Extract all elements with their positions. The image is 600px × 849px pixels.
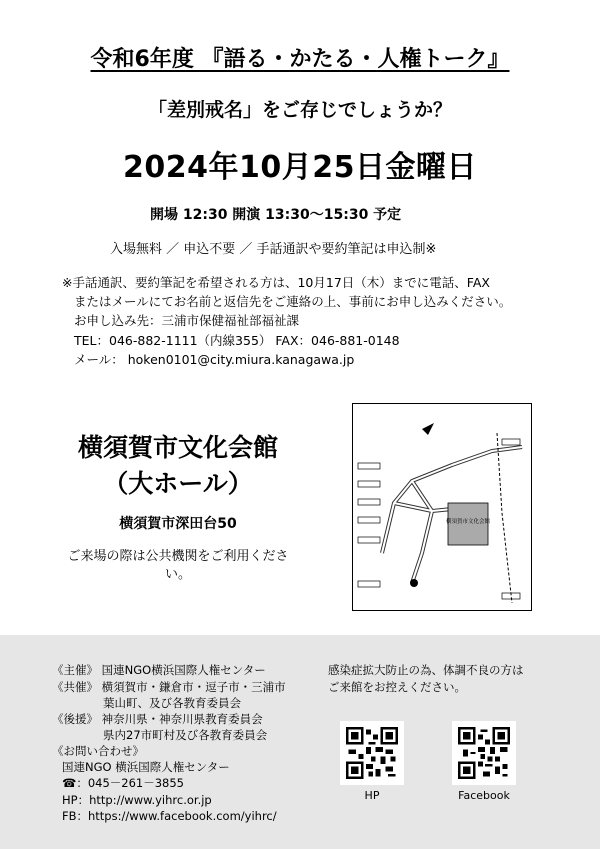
event-subtitle: 「差別戒名」をご存じでしょうか？ bbox=[147, 99, 452, 121]
note-line-3: お申し込み先：三浦市保健福祉部福祉課 bbox=[74, 313, 300, 328]
note-line-2: またはメールにてお名前と返信先をご連絡の上、事前にお申し込みください。 bbox=[74, 294, 512, 309]
hp-qr-label: HP bbox=[364, 789, 380, 802]
transit-note: ご来場の際は公共機関をご利用ください。 bbox=[67, 549, 289, 582]
venue-address: 横須賀市深田台50 bbox=[119, 516, 237, 532]
hp-qr-code-icon[interactable] bbox=[340, 721, 404, 785]
note-line-4: TEL：046-882-1111（内線355） FAX：046-881-0148 bbox=[74, 333, 400, 348]
facebook-qr-label: Facebook bbox=[458, 789, 510, 802]
cohost-line-1: 《共催》 横須賀市・鎌倉市・逗子市・三浦市 bbox=[52, 680, 286, 694]
event-title: 令和6年度 『語る・かたる・人権トーク』 bbox=[90, 47, 510, 72]
venue-name: 横須賀市文化会館（大ホール） bbox=[77, 433, 278, 498]
organizer: 《主催》 国連NGO横浜国際人権センター bbox=[52, 663, 266, 677]
hp-link[interactable]: HP：http://www.yihrc.or.jp bbox=[62, 793, 212, 807]
svg-text:横須賀市文化会館: 横須賀市文化会館 bbox=[445, 519, 491, 525]
notice-line-1: 感染症拡大防止の為、体調不良の方は bbox=[328, 663, 524, 677]
facebook-qr-code-icon[interactable] bbox=[452, 721, 516, 785]
cohost-line-2: 葉山町、及び各教育委員会 bbox=[103, 696, 241, 710]
note-line-5: メール： hoken0101@city.miura.kanagawa.jp bbox=[74, 352, 355, 367]
note-line-1: ※手話通訳、要約筆記を希望される方は、10月17日（木）までに電話、FAX bbox=[62, 275, 490, 290]
phone-line: ☎：045－261－3855 bbox=[62, 776, 184, 790]
support-line-1: 《後援》 神奈川県・神奈川県教育委員会 bbox=[52, 712, 263, 726]
facebook-link[interactable]: FB：https://www.facebook.com/yihrc/ bbox=[62, 809, 277, 823]
event-date: 2024年10月25日金曜日 bbox=[123, 150, 477, 185]
footer-panel bbox=[0, 635, 600, 849]
support-line-2: 県内27市町村及び各教育委員会 bbox=[103, 728, 268, 742]
inquiry-heading: 《お問い合わせ》 bbox=[52, 744, 144, 758]
venue-map bbox=[352, 403, 532, 611]
notice-line-2: ご来館をお控えください。 bbox=[328, 680, 466, 694]
entry-info: 入場無料 ／ 申込不要 ／ 手話通訳や要約筆記は申込制※ bbox=[110, 242, 437, 257]
org-name: 国連NGO 横浜国際人権センター bbox=[62, 760, 230, 774]
event-time: 開場 12:30 開演 13:30～15:30 予定 bbox=[150, 207, 402, 223]
phone-icon: ☎ bbox=[62, 776, 77, 790]
